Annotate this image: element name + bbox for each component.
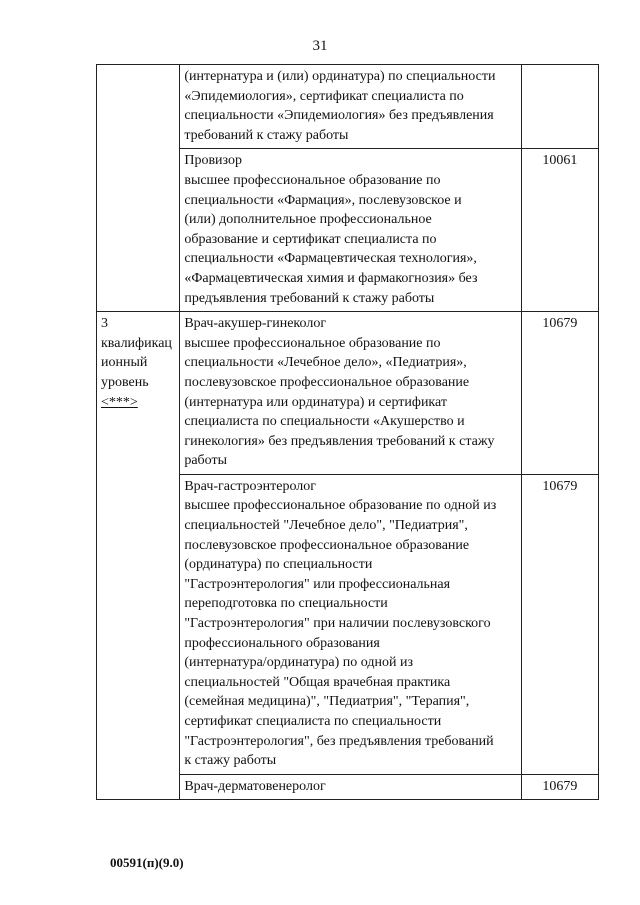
page-number: 31 [312,38,328,54]
level-label-line: квалификац [101,335,172,351]
requirement-line: «Фармацевтическая химия и фармакогнозия» без [184,270,478,286]
footnote-link[interactable]: <***> [101,394,138,410]
requirement-line: высшее профессиональное образование по [184,172,441,188]
requirement-line: (интернатура и (или) ординатура) по специальности [184,69,496,84]
level-cell [97,312,180,800]
requirement-line: профессионального образования [184,635,380,651]
requirements-cell [180,474,521,774]
requirement-line: специальности «Фармация», послевузовское и [184,192,462,208]
requirement-line: сертификат специалиста по специальности [184,714,442,729]
requirement-line: специальности «Лечебное дело», «Педиатрия», [184,355,467,371]
requirement-line: (семейная медицина)", "Педиатрия", "Терапия", [184,694,470,710]
level-label-line: ионный [101,355,148,371]
table-row [97,65,599,149]
requirements-cell [180,312,521,475]
level-label-line: уровень [101,374,149,390]
requirement-line: "Гастроэнтерология" или профессиональная [184,576,451,592]
requirement-line: к стажу работы [184,753,277,769]
requirement-line: специальностей "Лечебное дело", "Педиатрия", [184,518,468,534]
requirements-cell [180,149,521,312]
requirement-line: "Гастроэнтерология" при наличии послевузовского [184,616,491,632]
requirement-line: специальности «Фармацевтическая технология», [184,251,477,267]
requirement-line: высшее профессиональное образование по одной из [184,498,497,514]
requirement-line: «Эпидемиология», сертификат специалиста по [184,88,464,104]
position-title: Врач-акушер-гинеколог [184,316,327,332]
requirement-line: (или) дополнительное профессиональное [184,212,432,228]
level-label-line: 3 [101,316,108,332]
code-cell: 10061 [521,149,598,312]
requirement-line: (ординатура) по специальности [184,557,373,573]
code-cell: 10679 [521,474,598,774]
code-cell [521,65,598,149]
requirement-line: требований к стажу работы [184,127,349,143]
position-title: Врач-дерматовенеролог [184,778,326,794]
requirement-line: гинекология» без предъявления требований к стажу [184,433,495,449]
requirement-line: работы [184,453,228,469]
requirements-cell [180,65,521,149]
requirement-line: высшее профессиональное образование по [184,335,441,351]
requirement-line: специальности «Эпидемиология» без предъявления [184,108,494,124]
requirement-line: (интернатура/ординатура) по одной из [184,655,413,671]
requirement-line: послевузовское профессиональное образование [184,374,470,390]
code-cell: 10679 [521,774,598,800]
requirement-line: предъявления требований к стажу работы [184,290,435,306]
requirement-line: послевузовское профессиональное образование [184,537,470,553]
requirement-line: (интернатура или ординатура) и сертификат [184,394,447,410]
requirement-line: специальностей "Общая врачебная практика [184,674,451,690]
qualification-table [96,64,599,800]
requirement-line: "Гастроэнтерология", без предъявления требований [184,733,494,749]
code-cell: 10679 [521,312,598,475]
requirement-line: специалиста по специальности «Акушерство и [184,414,465,430]
requirements-cell [180,774,521,800]
requirement-line: переподготовка по специальности [184,596,388,612]
position-title: Врач-гастроэнтеролог [184,478,317,494]
table-row [97,312,599,475]
position-title: Провизор [184,153,242,169]
level-cell [97,65,180,312]
document-footer-code: 00591(п)(9.0) [110,855,184,870]
requirement-line: образование и сертификат специалиста по [184,231,437,247]
